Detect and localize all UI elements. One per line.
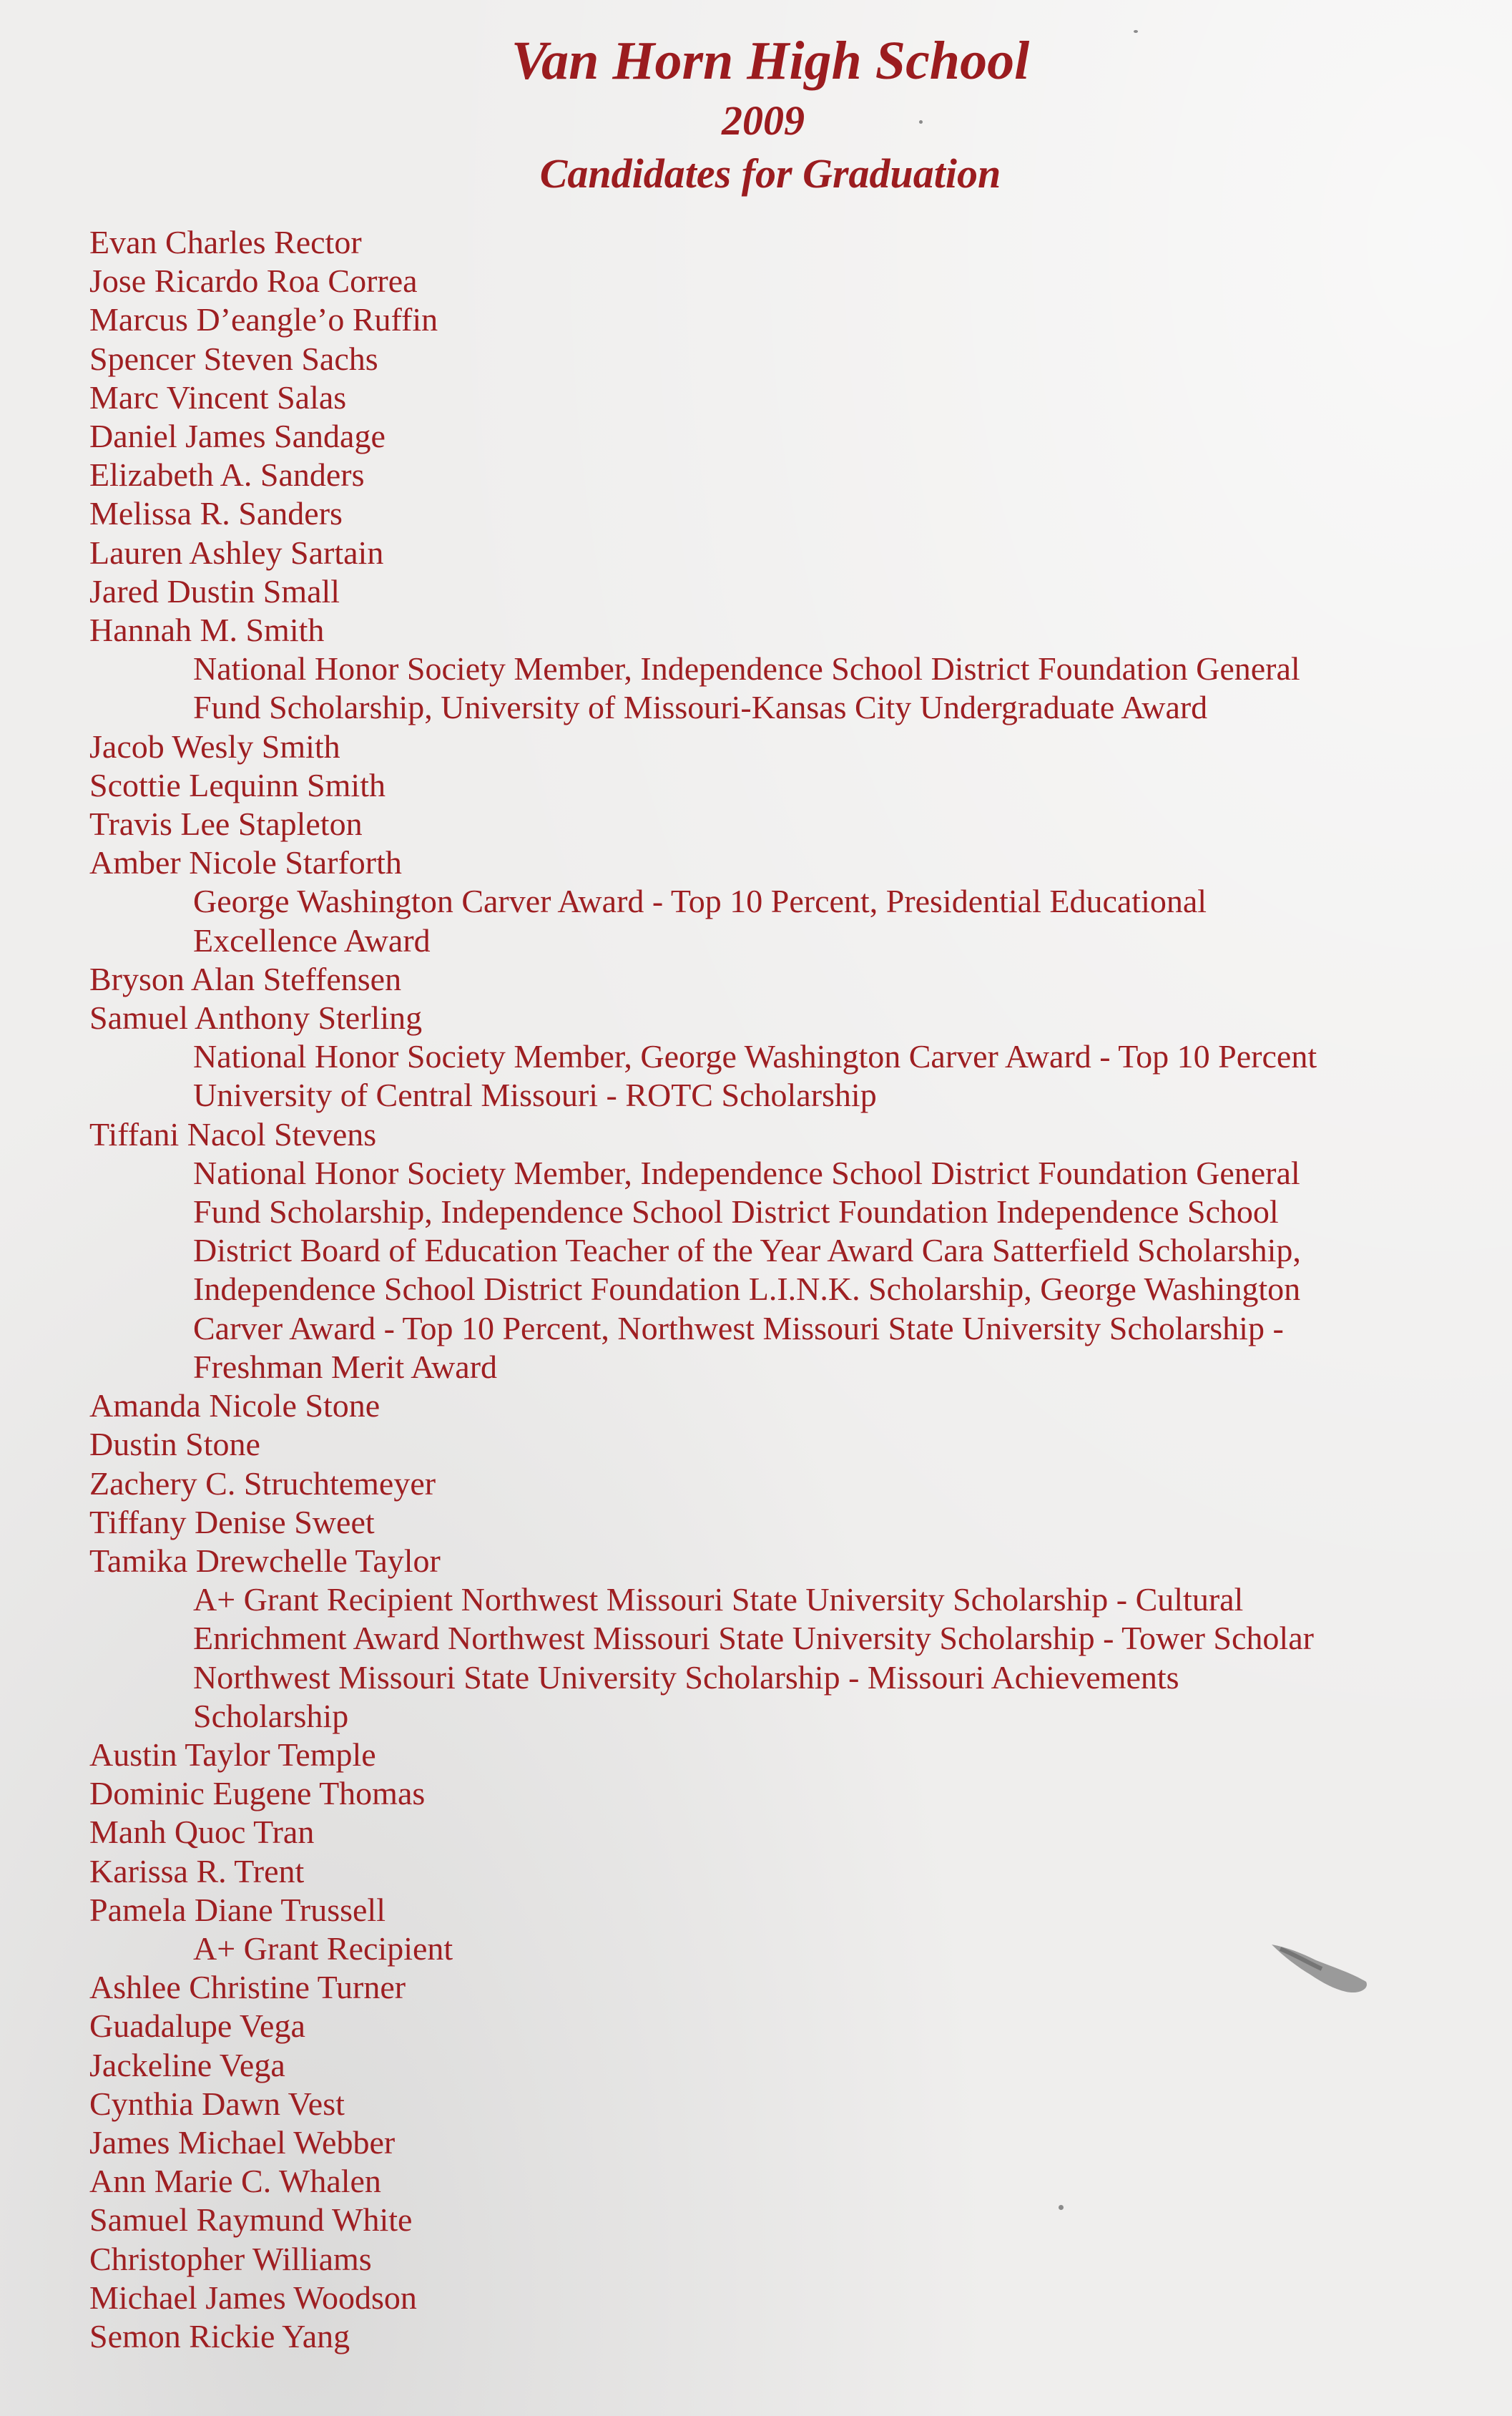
candidate-name: Ann Marie C. Whalen (89, 2163, 381, 2200)
candidate-name: Austin Taylor Temple (89, 1736, 376, 1773)
honors-line: District Board of Education Teacher of the Year Award Cara Satterfield Scholarship, (193, 1232, 1301, 1269)
candidate-entry (89, 611, 1448, 728)
candidate-entry (89, 223, 1448, 262)
candidate-name: Michael James Woodson (89, 2279, 417, 2316)
candidate-name: Jared Dustin Small (89, 572, 340, 610)
candidate-name: Jacob Wesly Smith (89, 728, 340, 765)
honors-line: Independence School District Foundation L.I.N.K. Scholarship, George Washington (193, 1271, 1301, 1308)
candidate-entry (89, 340, 1448, 378)
candidate-name: Evan Charles Rector (89, 224, 362, 260)
candidate-name: Cynthia Dawn Vest (89, 2085, 345, 2122)
candidate-honors (89, 1580, 1512, 1736)
candidate-entry (89, 1542, 1448, 1736)
candidate-honors (89, 1037, 1512, 1115)
candidate-name: Samuel Anthony Sterling (89, 999, 423, 1037)
candidate-name: Semon Rickie Yang (89, 2317, 350, 2354)
candidate-entry (89, 300, 1448, 339)
honors-line: Northwest Missouri State University Scholarship - Missouri Achievements (193, 1658, 1179, 1696)
candidate-name: Guadalupe Vega (89, 2007, 305, 2045)
candidate-entry (89, 572, 1448, 611)
paper-speck (1059, 2205, 1064, 2210)
candidate-entry (89, 1425, 1448, 1464)
candidate-name: Zachery C. Struchtemeyer (89, 1464, 436, 1502)
candidate-honors (89, 1154, 1512, 1386)
candidate-name: Jose Ricardo Roa Correa (89, 263, 418, 300)
candidate-list (89, 223, 1448, 2356)
honors-line: A+ Grant Recipient (193, 1930, 453, 1967)
candidate-entry (89, 1115, 1448, 1386)
graduation-year: 2009 (722, 97, 805, 144)
honors-line: Fund Scholarship, University of Missouri-Kansas City Undergraduate Award (193, 689, 1208, 726)
candidate-entry (89, 2317, 1448, 2356)
candidate-entry (89, 1891, 1448, 1968)
document-header (0, 27, 1512, 200)
candidate-name: James Michael Webber (89, 2123, 396, 2161)
candidate-name: Tiffany Denise Sweet (89, 1503, 375, 1540)
candidate-name: Spencer Steven Sachs (89, 340, 378, 377)
candidate-name: Dustin Stone (89, 1426, 260, 1463)
candidate-entry (89, 1968, 1448, 2007)
candidate-entry (89, 1386, 1448, 1425)
candidate-entry (89, 2162, 1448, 2201)
candidate-entry (89, 456, 1448, 494)
candidate-name: Marcus D’eangle’o Ruffin (89, 301, 438, 338)
candidate-entry (89, 805, 1448, 843)
honors-line: National Honor Society Member, Independence School District Foundation General (193, 1154, 1300, 1191)
honors-line: Scholarship (193, 1697, 349, 1734)
honors-line: Carver Award - Top 10 Percent, Northwest Missouri State University Scholarship - (193, 1309, 1284, 1346)
candidate-name: Karissa R. Trent (89, 1852, 305, 1889)
candidate-name: Jackeline Vega (89, 2046, 285, 2083)
candidate-honors (89, 650, 1512, 727)
candidate-honors (89, 882, 1512, 959)
school-name: Van Horn High School (511, 31, 1030, 91)
honors-line: Freshman Merit Award (193, 1348, 498, 1385)
paper-speck (1134, 30, 1138, 33)
candidate-entry (89, 2046, 1448, 2085)
candidate-entry (89, 1736, 1448, 1774)
candidate-entry (89, 1774, 1448, 1813)
candidate-entry (89, 417, 1448, 456)
candidate-entry (89, 378, 1448, 417)
candidate-entry (89, 2007, 1448, 2045)
candidate-entry (89, 728, 1448, 766)
candidate-name: Tamika Drewchelle Taylor (89, 1542, 441, 1579)
candidate-name: Pamela Diane Trussell (89, 1891, 386, 1928)
candidate-name: Hannah M. Smith (89, 612, 325, 649)
candidate-name: Tiffani Nacol Stevens (89, 1115, 377, 1153)
candidate-entry (89, 766, 1448, 805)
candidate-entry (89, 1813, 1448, 1852)
document-subtitle: Candidates for Graduation (539, 150, 1001, 197)
honors-line: University of Central Missouri - ROTC Scholarship (193, 1077, 877, 1114)
candidate-name: Travis Lee Stapleton (89, 806, 363, 843)
honors-line: National Honor Society Member, George Washington Carver Award - Top 10 Percent (193, 1038, 1317, 1075)
candidate-entry (89, 494, 1448, 533)
honors-line: Fund Scholarship, Independence School District Foundation Independence School (193, 1193, 1279, 1231)
candidate-name: Amber Nicole Starforth (89, 844, 402, 881)
candidate-name: Samuel Raymund White (89, 2201, 413, 2239)
honors-line: A+ Grant Recipient Northwest Missouri State University Scholarship - Cultural (193, 1581, 1244, 1618)
candidate-entry (89, 1464, 1448, 1503)
honors-line: Enrichment Award Northwest Missouri State University Scholarship - Tower Scholar (193, 1620, 1314, 1657)
candidate-entry (89, 999, 1448, 1115)
candidate-entry (89, 2279, 1448, 2317)
candidate-entry (89, 2201, 1448, 2239)
ink-smudge (1266, 1939, 1373, 2003)
candidate-entry (89, 2240, 1448, 2279)
candidate-entry (89, 960, 1448, 999)
candidate-name: Marc Vincent Salas (89, 378, 347, 416)
candidate-entry (89, 1852, 1448, 1891)
honors-line: Excellence Award (193, 921, 431, 959)
candidate-name: Dominic Eugene Thomas (89, 1775, 426, 1812)
candidate-entry (89, 2085, 1448, 2123)
candidate-entry (89, 2123, 1448, 2162)
candidate-name: Ashlee Christine Turner (89, 1969, 406, 2006)
candidate-name: Daniel James Sandage (89, 418, 386, 455)
candidate-entry (89, 1503, 1448, 1542)
honors-line: National Honor Society Member, Independence School District Foundation General (193, 650, 1300, 688)
candidate-name: Lauren Ashley Sartain (89, 534, 384, 571)
paper-speck (919, 120, 923, 124)
candidate-name: Amanda Nicole Stone (89, 1387, 381, 1424)
candidate-entry (89, 262, 1448, 300)
honors-line: George Washington Carver Award - Top 10 Percent, Presidential Educational (193, 883, 1207, 920)
candidate-entry (89, 534, 1448, 572)
candidate-entry (89, 843, 1448, 960)
candidate-name: Bryson Alan Steffensen (89, 960, 402, 997)
candidate-name: Christopher Williams (89, 2240, 372, 2277)
candidate-name: Elizabeth A. Sanders (89, 456, 365, 494)
candidate-name: Melissa R. Sanders (89, 495, 343, 532)
candidate-name: Scottie Lequinn Smith (89, 766, 386, 803)
candidate-name: Manh Quoc Tran (89, 1814, 315, 1851)
